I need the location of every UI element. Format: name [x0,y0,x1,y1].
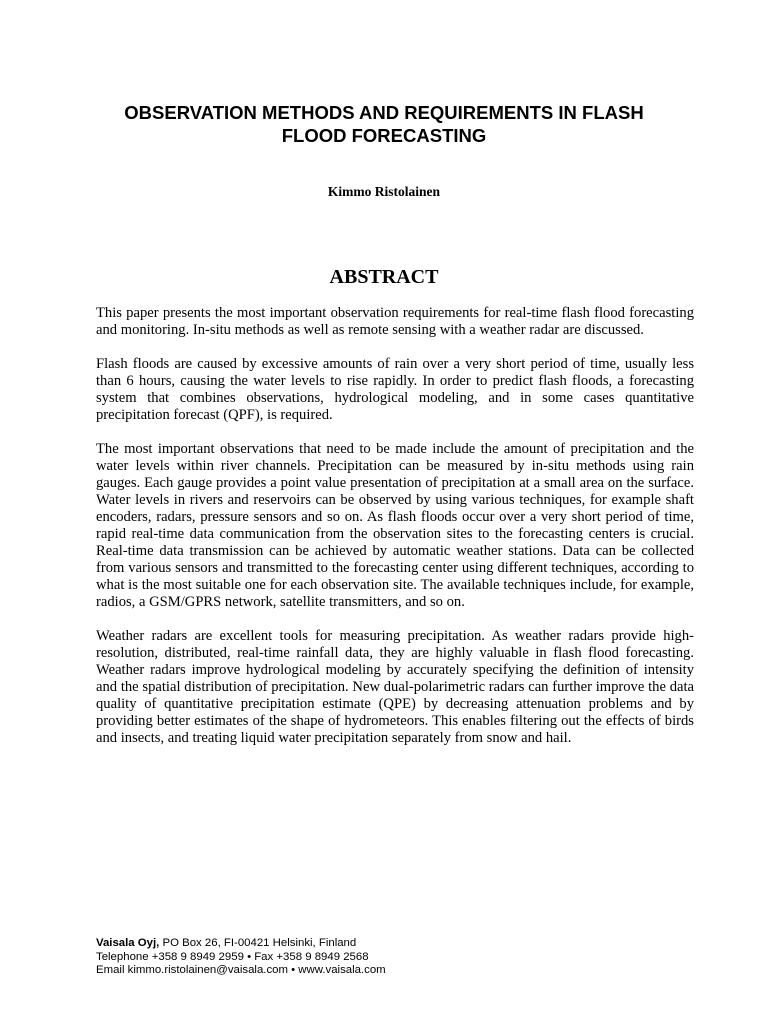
footer-address-line [96,937,696,951]
abstract-heading: ABSTRACT [329,266,439,288]
paper-title-line-1: OBSERVATION METHODS AND REQUIREMENTS IN FLASH [124,102,644,123]
footer-email-web: Email kimmo.ristolainen@vaisala.com • www.vaisala.com [96,964,386,977]
author-name: Kimmo Ristolainen [327,184,441,199]
abstract-paragraph-2: Flash floods are caused by excessive amounts of rain over a very short period of time, usually less than 6 hours, causing the water levels to rise rapidly. In order to predict flash floods, a forecasting system that combines observations, hydrological modeling, and in some cases quantitative precipitation forecast (QPF), is required. [96,356,694,423]
abstract-body [96,305,694,764]
abstract-paragraph-1: This paper presents the most important observation requirements for real-time flash flood forecasting and monitoring. In-situ methods as well as remote sensing with a weather radar are discussed. [96,305,694,338]
abstract-paragraph-3: The most important observations that need to be made include the amount of precipitation and the water levels within river channels. Precipitation can be measured by in-situ methods using rain gauges. Each gauge provides a point value presentation of precipitation at a small area on the surface. Water levels in rivers and reservoirs can be observed by using various techniques, for example shaft encoders, radars, pressure sensors and so on. As flash floods occur over a very short period of time, rapid real-time data communication from the observation sites to the forecasting centers is crucial. Real-time data transmission can be achieved by automatic weather stations. Data can be collected from various sensors and transmitted to the forecasting center using different techniques, according to what is the most suitable one for each observation site. The available techniques include, for example, radios, a GSM/GPRS network, satellite transmitters, and so on. [96,441,694,610]
paper-title-line-2: FLOOD FORECASTING [281,125,487,146]
abstract-paragraph-4: Weather radars are excellent tools for measuring precipitation. As weather radars provide high-resolution, distributed, real-time rainfall data, they are highly valuable in flash flood forecasting. Weather radars improve hydrological modeling by accurately specifying the definition of intensity and the spatial distribution of precipitation. New dual-polarimetric radars can further improve the data quality of quantitative precipitation estimate (QPE) by decreasing attenuation problems and by providing better estimates of the shape of hydrometeors. This enables filtering out the effects of birds and insects, and treating liquid water precipitation separately from snow and hail. [96,628,694,746]
paper-title [70,101,698,147]
contact-footer [96,937,696,978]
footer-company: Vaisala Oyj, [96,937,160,949]
footer-phone-fax: Telephone +358 9 8949 2959 • Fax +358 9 8949 2568 [96,950,369,963]
footer-address: PO Box 26, FI-00421 Helsinki, Finland [159,937,357,949]
